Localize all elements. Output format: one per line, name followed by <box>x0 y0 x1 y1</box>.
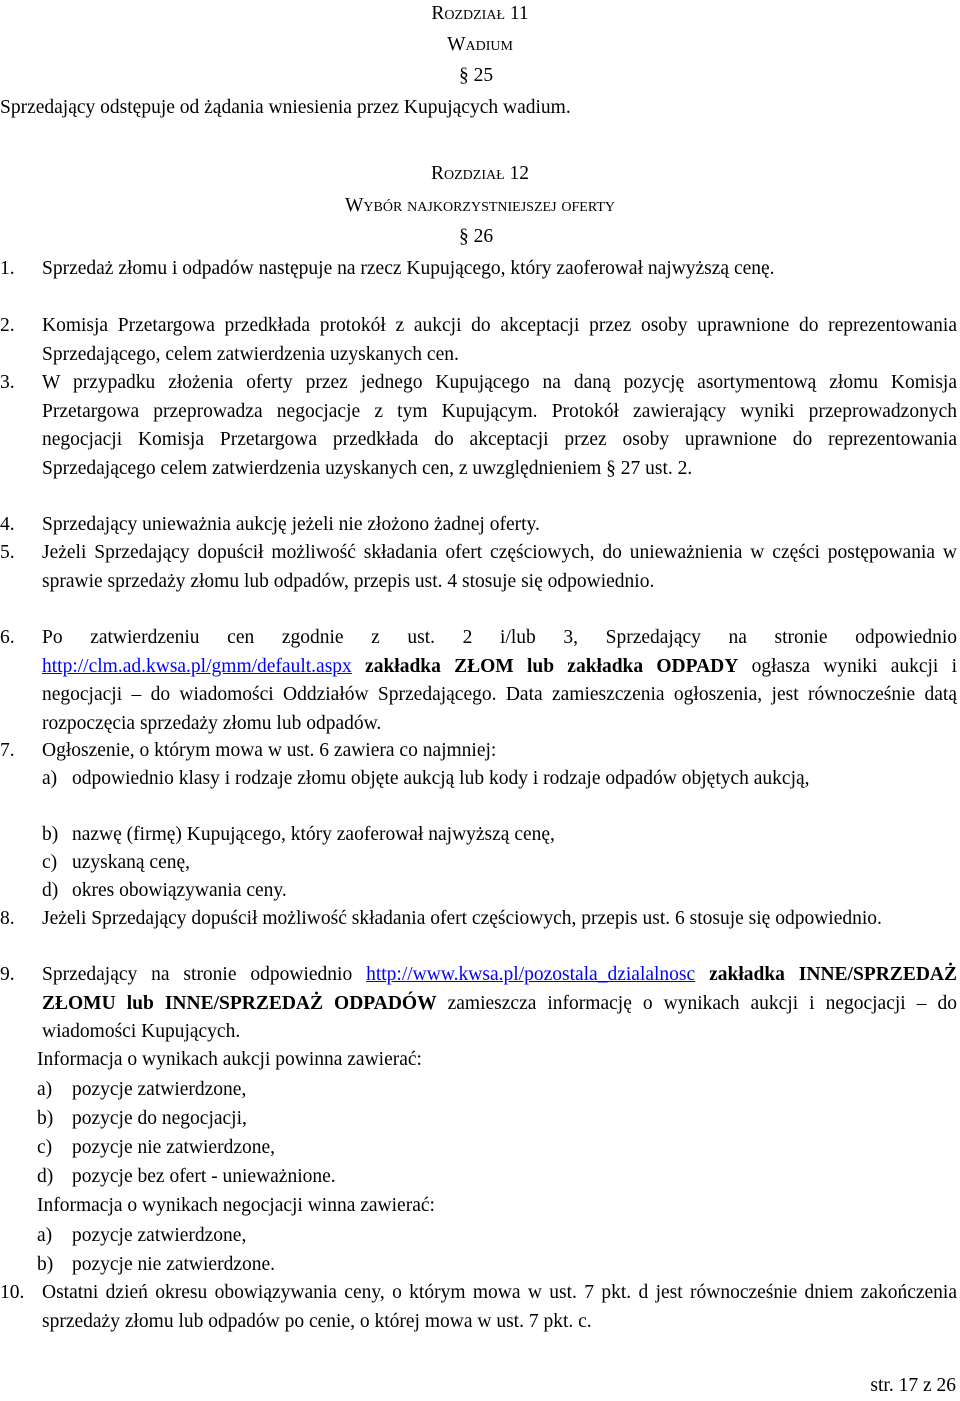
item-text-part: Sprzedający na stronie odpowiednio <box>42 964 367 985</box>
sub-item-letter: b) <box>37 1108 54 1129</box>
sub-item-text: odpowiednio klasy i rodzaje złomu objęte aukcją lub kody i rodzaje odpadów objętych aukcją, <box>72 768 810 789</box>
section-25: § 25 <box>459 65 494 86</box>
sub-item-letter: a) <box>37 1225 53 1246</box>
sub-item-text: uzyskaną cenę, <box>72 852 191 873</box>
sub-item-text: nazwę (firmę) Kupującego, który zaoferował najwyższą cenę, <box>72 824 555 845</box>
sub-item-text: pozycje bez ofert - unieważnione. <box>72 1166 336 1187</box>
item-number: 4. <box>0 514 15 535</box>
sub-item-letter: a) <box>37 1079 53 1100</box>
sub-item-text: pozycje zatwierdzone, <box>72 1079 247 1100</box>
bold-text: zakładka INNE/SPRZEDAŻ ZŁOMU lub INNE/SPRZEDAŻ ODPADÓW <box>42 964 957 1014</box>
item-text: Ogłoszenie, o którym mowa w ust. 6 zawiera co najmniej: <box>42 740 497 761</box>
clm-link[interactable]: http://clm.ad.kwsa.pl/gmm/default.aspx <box>42 655 352 677</box>
item-text: Jeżeli Sprzedający dopuścił możliwość składania ofert częściowych, do unieważnienia w części postępowania w sprawie sprzedaży złomu lub odpadów, przepis ust. 4 stosuje się odpowiednio. <box>42 542 957 592</box>
sub-item-letter: b) <box>42 824 59 845</box>
sub-item-letter: c) <box>42 852 58 873</box>
kwsa-link[interactable]: http://www.kwsa.pl/pozostala_dzialalnosc <box>366 964 696 985</box>
sub-item-letter: a) <box>42 768 58 789</box>
item-text <box>42 961 957 1047</box>
item-text-part: zamieszcza informację o wynikach aukcji i negocjacji – do wiadomości Kupujących. <box>42 992 957 1042</box>
item-text: Sprzedaż złomu i odpadów następuje na rzecz Kupującego, który zaoferował najwyższą cenę. <box>42 258 775 279</box>
chapter-12-subtitle: Wybór najkorzystniejszej oferty <box>345 195 615 216</box>
sub-item-text: pozycje do negocjacji, <box>72 1108 247 1129</box>
sub-item-letter: d) <box>42 880 59 901</box>
sub-item-text: pozycje nie zatwierdzone, <box>72 1137 276 1158</box>
sub-item-text: okres obowiązywania ceny. <box>72 880 287 901</box>
item-number: 10. <box>0 1282 25 1303</box>
item-text: Sprzedający unieważnia aukcję jeżeli nie złożono żadnej oferty. <box>42 514 540 535</box>
item-text: Jeżeli Sprzedający dopuścił możliwość składania ofert częściowych, przepis ust. 6 stosuje się odpowiednio. <box>42 908 882 929</box>
item-number: 1. <box>0 258 15 279</box>
sub-item-letter: c) <box>37 1137 53 1158</box>
sub-item-text: pozycje nie zatwierdzone. <box>72 1254 276 1275</box>
intro-text: Informacja o wynikach negocjacji winna zawierać: <box>37 1195 435 1216</box>
sub-item-letter: d) <box>37 1166 54 1187</box>
item-number: 5. <box>0 542 15 563</box>
intro-text: Informacja o wynikach aukcji powinna zawierać: <box>37 1049 422 1070</box>
item-number: 8. <box>0 908 15 929</box>
item-number: 7. <box>0 740 15 761</box>
chapter-12-title: Rozdział 12 <box>430 163 530 184</box>
item-text: Ostatni dzień okresu obowiązywania ceny, o którym mowa w ust. 7 pkt. d jest równocześnie dniem zakończenia sprzedaży złomu lub odpadów po cenie, o której mowa w ust. 7 pkt. c. <box>42 1282 957 1332</box>
item-text: Komisja Przetargowa przedkłada protokół z aukcji do akceptacji przez osoby uprawnione do reprezentowania Sprzedającego, celem zatwierdzenia uzyskanych cen. <box>42 315 957 365</box>
item-number: 3. <box>0 372 15 393</box>
item-number: 6. <box>0 627 15 648</box>
sub-item-text: pozycje zatwierdzone, <box>72 1225 247 1246</box>
item-text <box>42 624 957 738</box>
chapter-11-subtitle: Wadium <box>447 34 513 55</box>
page-number: str. 17 z 26 <box>870 1375 956 1396</box>
chapter-11-title: Rozdział 11 <box>431 3 529 24</box>
item-text-part: Po zatwierdzeniu cen zgodnie z ust. 2 i/lub 3, Sprzedający na stronie odpowiednio <box>42 627 957 648</box>
item-text: W przypadku złożenia oferty przez jednego Kupującego na daną pozycję asortymentową złomu Komisja Przetargowa przeprowadza negocjacje z tym Kupującym. Protokół zawierający wyniki przeprowadzonych negocjacji Komisja Przetargowa przedkłada do akceptacji przez osoby uprawnione do reprezentowania Sprzedającego celem zatwierdzenia uzyskanych cen, z uwzględnieniem § 27 ust. 2. <box>42 372 957 479</box>
item-text-part: ogłasza wyniki aukcji i negocjacji – do wiadomości Oddziałów Sprzedającego. Data zamieszczenia ogłoszenia, jest równocześnie datą rozpoczęcia sprzedaży złomu lub odpadów. <box>42 655 958 734</box>
item-number: 2. <box>0 315 15 336</box>
bold-text: zakładka ZŁOM lub zakładka ODPADY <box>351 655 739 677</box>
sub-item-letter: b) <box>37 1254 54 1275</box>
section-26: § 26 <box>459 226 494 247</box>
item-number: 9. <box>0 964 15 985</box>
chapter-11-text: Sprzedający odstępuje od żądania wniesienia przez Kupujących wadium. <box>0 97 571 118</box>
